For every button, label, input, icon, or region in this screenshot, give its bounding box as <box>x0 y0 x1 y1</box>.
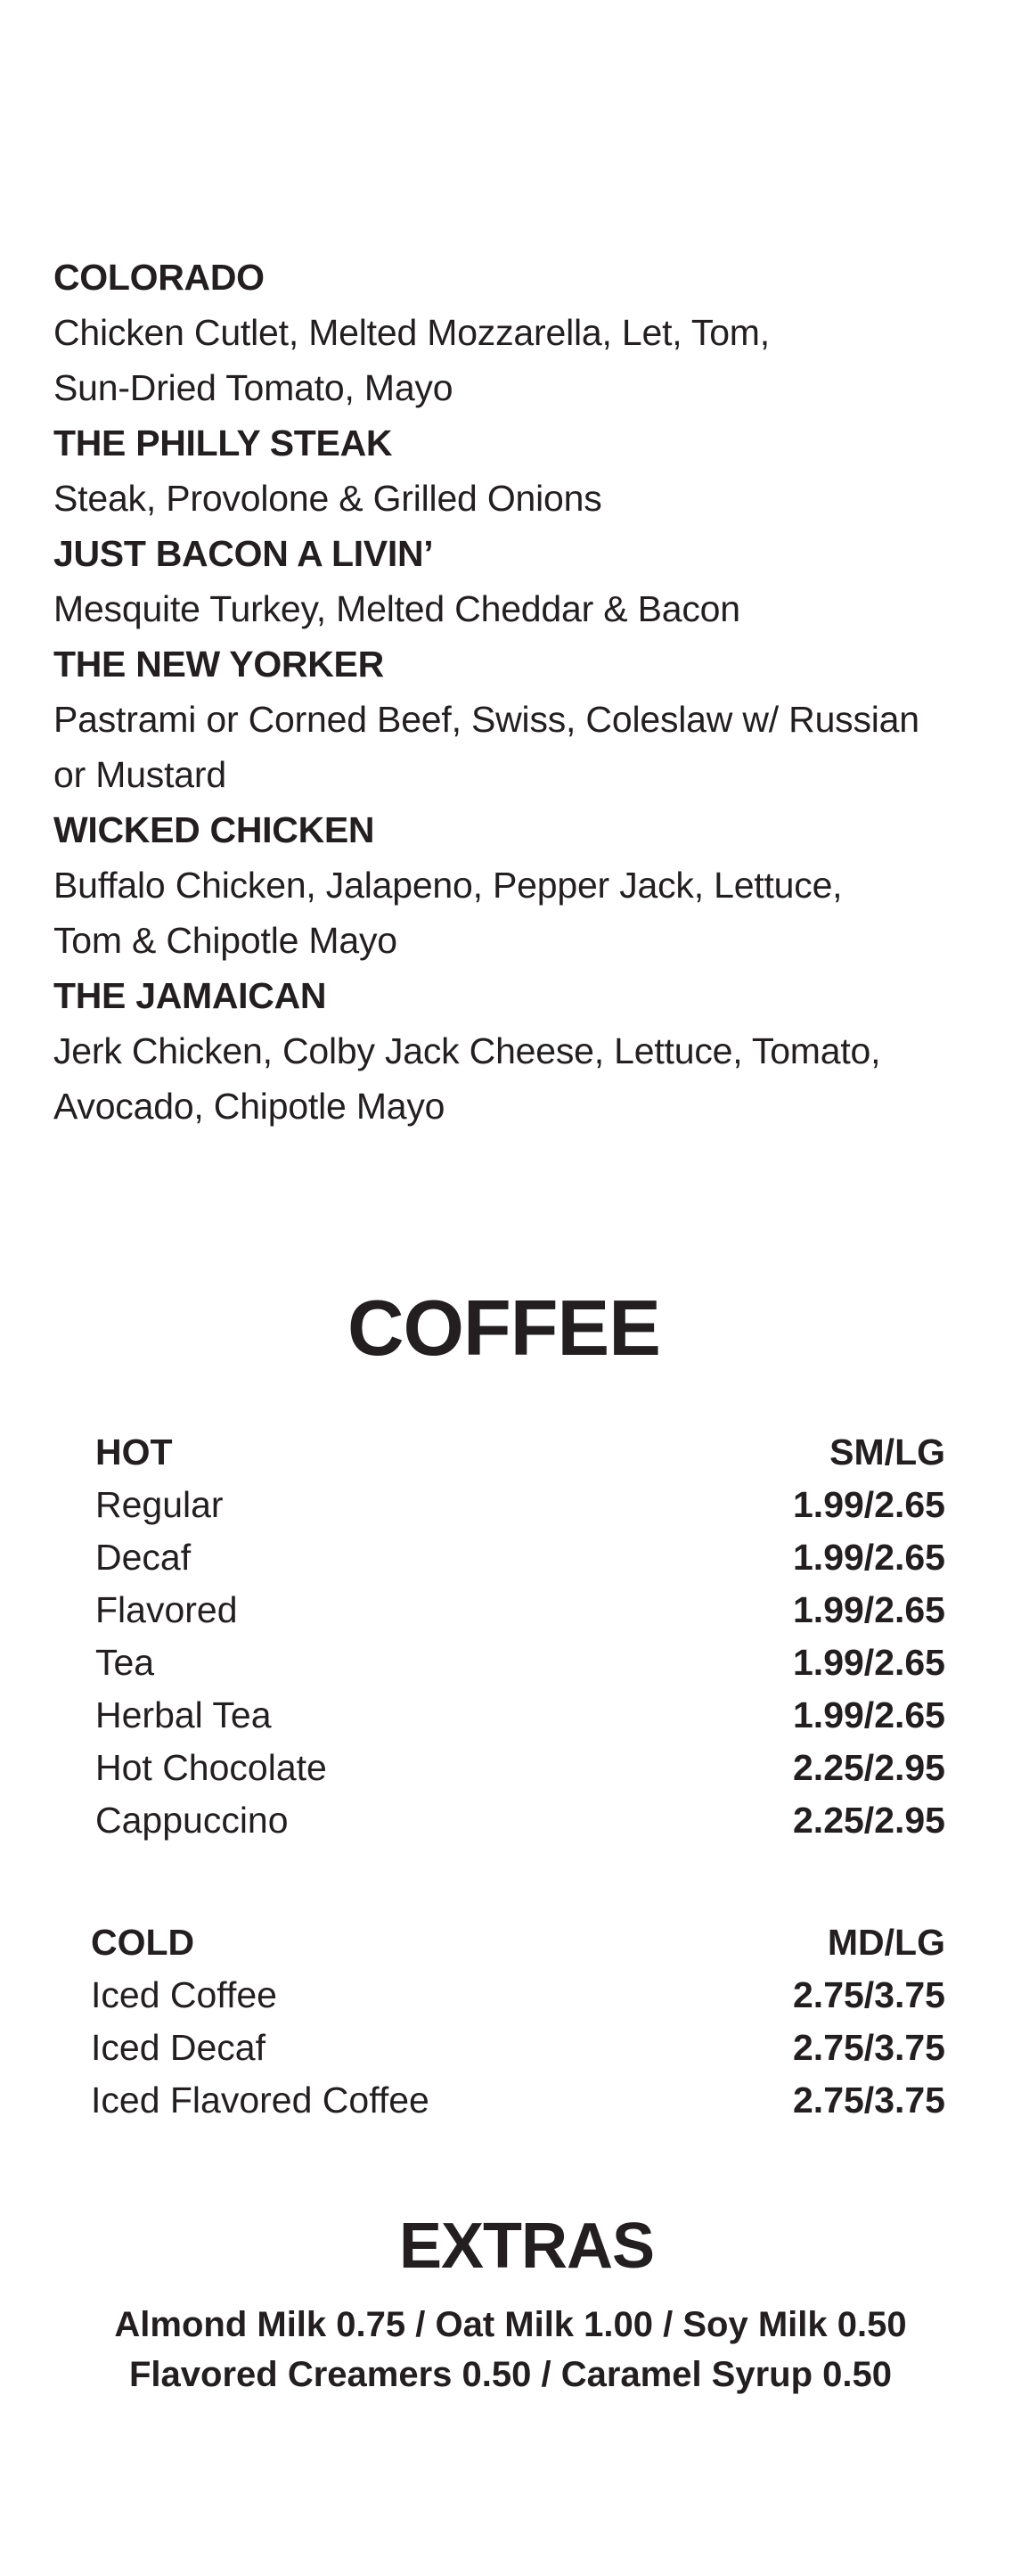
sandwich-item <box>53 250 998 415</box>
sandwich-item <box>53 526 998 636</box>
drink-name: Iced Flavored Coffee <box>91 2080 429 2121</box>
drink-row <box>95 1742 945 1794</box>
sandwich-item <box>53 802 998 968</box>
drink-row <box>95 1531 945 1584</box>
sandwich-name: THE JAMAICAN <box>53 975 327 1016</box>
drink-price: 1.99/2.65 <box>793 1694 945 1735</box>
drink-row <box>95 1584 945 1637</box>
sandwich-description-line: Chicken Cutlet, Melted Mozzarella, Let, Tom, <box>53 312 770 353</box>
cold-drinks-heading: COLD <box>91 1922 195 1963</box>
cold-drinks-header <box>91 1916 945 1969</box>
drink-price: 2.75/3.75 <box>793 1974 945 2015</box>
drink-row <box>91 2022 945 2074</box>
drink-price: 1.99/2.65 <box>793 1537 945 1578</box>
hot-size-heading: SM/LG <box>829 1432 945 1473</box>
drink-row <box>91 2074 945 2127</box>
extras-line: Almond Milk 0.75 / Oat Milk 1.00 / Soy Milk 0.50 <box>114 2305 907 2344</box>
sandwich-description-line: Pastrami or Corned Beef, Swiss, Coleslaw w/ Russian <box>53 699 919 740</box>
drink-row <box>91 1969 945 2022</box>
drink-price: 1.99/2.65 <box>793 1642 945 1683</box>
extras-section-title: EXTRAS <box>399 2211 655 2282</box>
sandwich-description-line: or Mustard <box>53 754 226 795</box>
sandwich-description-line: Tom & Chipotle Mayo <box>53 920 397 961</box>
drink-name: Iced Decaf <box>91 2027 265 2068</box>
drink-name: Cappuccino <box>95 1800 289 1841</box>
sandwich-item <box>53 636 998 802</box>
sandwich-description-line: Buffalo Chicken, Jalapeno, Pepper Jack, Lettuce, <box>53 865 843 906</box>
drink-price: 1.99/2.65 <box>793 1484 945 1525</box>
sandwich-name: THE PHILLY STEAK <box>53 422 393 464</box>
sandwich-name: JUST BACON A LIVIN’ <box>53 533 434 574</box>
drink-name: Flavored <box>95 1589 238 1630</box>
sandwich-description-line: Mesquite Turkey, Melted Cheddar & Bacon <box>53 588 740 629</box>
drink-price: 1.99/2.65 <box>793 1589 945 1630</box>
extras-list <box>36 2300 985 2400</box>
sandwich-description-line: Jerk Chicken, Colby Jack Cheese, Lettuce, Tomato, <box>53 1030 881 1071</box>
cold-size-heading: MD/LG <box>827 1922 945 1963</box>
hot-drinks-header <box>95 1426 945 1479</box>
cold-drinks-table <box>91 1916 945 2127</box>
drink-price: 2.75/3.75 <box>793 2080 945 2121</box>
coffee-section-title: COFFEE <box>347 1284 660 1372</box>
drink-name: Hot Chocolate <box>95 1747 327 1788</box>
sandwich-list <box>53 250 998 1134</box>
sandwich-description-line: Steak, Provolone & Grilled Onions <box>53 478 602 519</box>
sandwich-name: THE NEW YORKER <box>53 644 384 685</box>
drink-row <box>95 1637 945 1689</box>
drink-name: Decaf <box>95 1537 192 1578</box>
drink-row <box>95 1689 945 1742</box>
drink-name: Iced Coffee <box>91 1974 277 2015</box>
sandwich-name: WICKED CHICKEN <box>53 809 375 850</box>
extras-line: Flavored Creamers 0.50 / Caramel Syrup 0.50 <box>128 2355 892 2394</box>
sandwich-description-line: Avocado, Chipotle Mayo <box>53 1086 445 1127</box>
drink-price: 2.75/3.75 <box>793 2027 945 2068</box>
drink-name: Regular <box>95 1484 224 1525</box>
sandwich-description-line: Sun-Dried Tomato, Mayo <box>53 367 453 408</box>
sandwich-name: COLORADO <box>53 257 265 298</box>
drink-name: Tea <box>95 1642 155 1683</box>
drink-name: Herbal Tea <box>95 1694 272 1735</box>
drink-row <box>95 1794 945 1847</box>
drink-row <box>95 1479 945 1531</box>
drink-price: 2.25/2.95 <box>793 1747 945 1788</box>
sandwich-item <box>53 968 998 1134</box>
drink-price: 2.25/2.95 <box>793 1800 945 1841</box>
sandwich-item <box>53 415 998 526</box>
hot-drinks-table <box>95 1426 945 1847</box>
hot-drinks-heading: HOT <box>95 1432 173 1473</box>
